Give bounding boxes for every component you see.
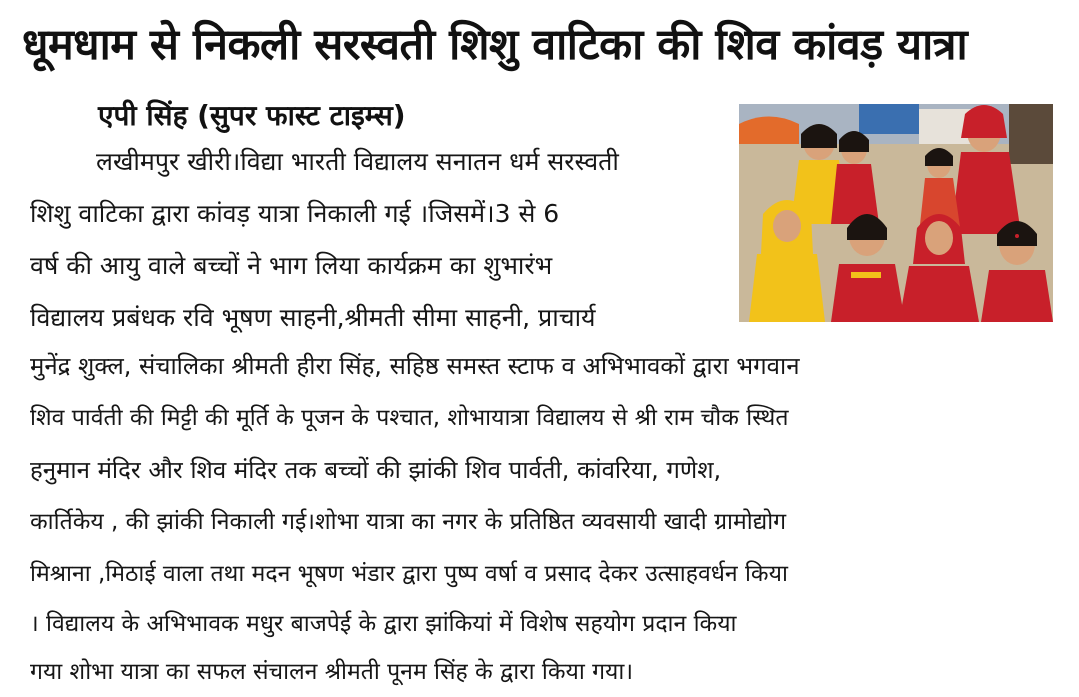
photo-illustration bbox=[739, 104, 1053, 322]
headline: धूमधाम से निकली सरस्वती शिशु वाटिका की शिव कांवड़ यात्रा bbox=[22, 20, 968, 70]
body-line: वर्ष की आयु वाले बच्चों ने भाग लिया कार्यक्रम का शुभारंभ bbox=[30, 251, 553, 280]
body-line: लखीमपुर खीरी।विद्या भारती विद्यालय सनातन धर्म सरस्वती bbox=[96, 147, 619, 176]
body-line: गया शोभा यात्रा का सफल संचालन श्रीमती पूनम सिंह के द्वारा किया गया। bbox=[30, 659, 634, 685]
children-in-costume-photo bbox=[739, 104, 1053, 322]
body-line: कार्तिकेय , की झांकी निकाली गई।शोभा यात्रा का नगर के प्रतिष्ठित व्यवसायी खादी ग्रामोद्योग bbox=[30, 509, 787, 535]
body-line: । विद्यालय के अभिभावक मधुर बाजपेई के द्वारा झांकियां में विशेष सहयोग प्रदान किया bbox=[30, 611, 737, 637]
body-line: मुनेंद्र शुक्ल, संचालिका श्रीमती हीरा सिंह, सहिष्ठ समस्त स्टाफ व अभिभावकों द्वारा भगवान bbox=[30, 352, 800, 380]
body-line: मिश्राना ,मिठाई वाला तथा मदन भूषण भंडार द्वारा पुष्प वर्षा व प्रसाद देकर उत्साहवर्धन किया bbox=[30, 561, 788, 587]
byline: एपी सिंह (सुपर फास्ट टाइम्स) bbox=[98, 99, 406, 132]
body-line: विद्यालय प्रबंधक रवि भूषण साहनी,श्रीमती सीमा साहनी, प्राचार्य bbox=[30, 303, 596, 332]
body-line: हनुमान मंदिर और शिव मंदिर तक बच्चों की झांकी शिव पार्वती, कांवरिया, गणेश, bbox=[30, 456, 722, 484]
body-line: शिशु वाटिका द्वारा कांवड़ यात्रा निकाली गई ।जिसमें।3 से 6 bbox=[30, 199, 560, 228]
body-line: शिव पार्वती की मिट्टी की मूर्ति के पूजन के पश्चात, शोभायात्रा विद्यालय से श्री राम चौक स्थित bbox=[30, 405, 789, 431]
